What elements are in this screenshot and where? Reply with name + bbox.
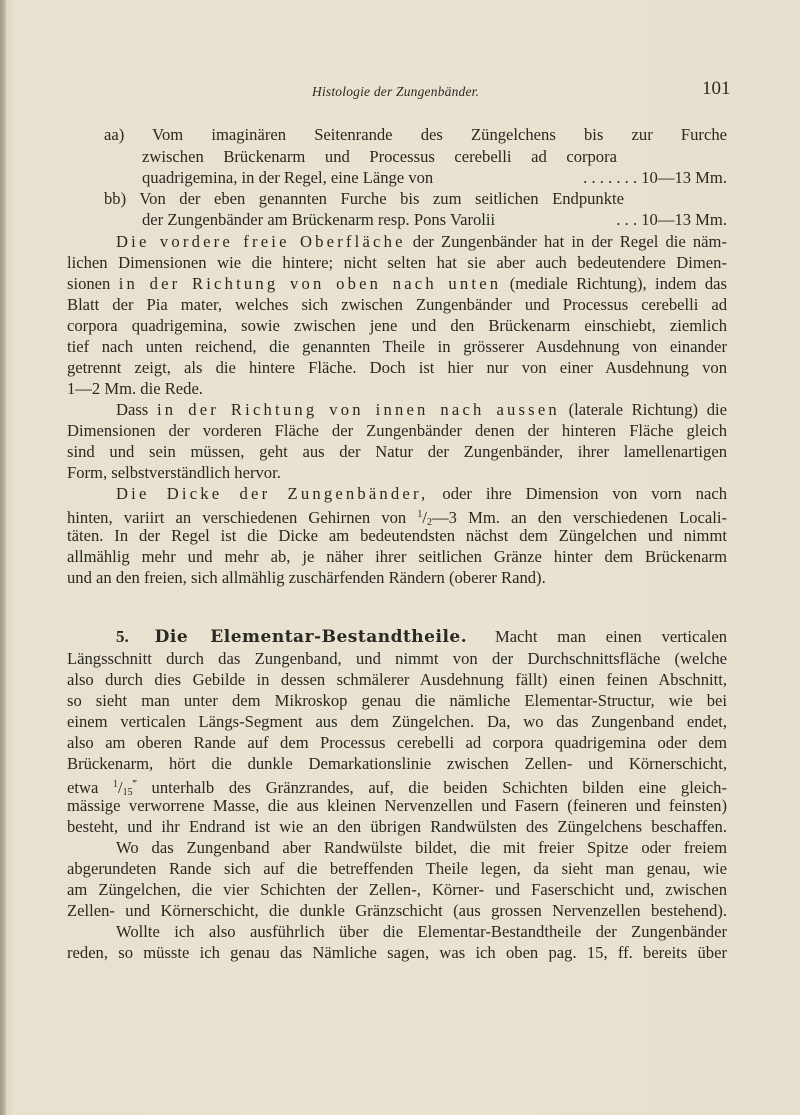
paragraph-line: corpora quadrigemina, sowie zwischen jene und den Brückenarm einschiebt, ziemlich: [67, 316, 727, 335]
paragraph-line: allmählig mehr und mehr ab, je näher ihrer seitlichen Gränze hinter dem Brückenarm: [67, 547, 727, 566]
paragraph-line: Blatt der Pia mater, welches sich zwischen Zungenbänder und Processus cerebelli ad: [67, 295, 727, 314]
emphasis-text: in der Richtung von oben nach unten: [118, 274, 502, 293]
paragraph-line: Dimensionen der vorderen Fläche der Zungenbänder denen der hinteren Fläche gleich: [67, 421, 727, 440]
paragraph-line: reden, so müsste ich genau das Nämliche sagen, was ich oben pag. 15, ff. bereits über: [67, 943, 727, 962]
paragraph-line: Die vordere freie Oberfläche der Zungenbänder hat in der Regel die näm-: [116, 232, 727, 251]
page-header: [0, 78, 800, 108]
text-span: der Zungenbänder am Brückenarm resp. Pons Varolii: [142, 210, 496, 229]
paragraph-line: täten. In der Regel ist die Dicke am bedeutendsten nächst dem Züngelchen und nimmt: [67, 526, 727, 545]
paragraph-line: 1—2 Mm. die Rede.: [67, 379, 203, 398]
page-spine-edge: [0, 0, 6, 1115]
emphasis-text: Die vordere freie Oberfläche: [116, 232, 406, 251]
paragraph-line: also durch dies Gebilde in dessen schmälerer Ausdehnung fällt) einen feinen Abschnitt,: [67, 670, 727, 689]
paragraph-line: so sieht man unter dem Mikroskop genau die nämliche Elementar-Structur, wie bei: [67, 691, 727, 710]
paragraph-line: und an den freien, sich allmählig zuschärfenden Rändern (oberer Rand).: [67, 568, 546, 587]
paragraph-line: am Züngelchen, die vier Schichten der Zellen-, Körner- und Faserschicht und, zwischen: [67, 880, 727, 899]
emphasis-text: Die Dicke der Zungenbänder,: [116, 484, 429, 503]
paragraph-line: sionen in der Richtung von oben nach unten (mediale Richtung), indem das: [67, 274, 727, 293]
paragraph-line: Längsschnitt durch das Zungenband, und nimmt von der Durchschnittsfläche (welche: [67, 649, 727, 668]
measurement-bb: . . . 10—13 Mm.: [616, 210, 727, 229]
paragraph-line: Wollte ich also ausführlich über die Elementar-Bestandtheile der Zungenbänder: [116, 922, 727, 941]
paragraph-line: Die Dicke der Zungenbänder, oder ihre Dimension von vorn nach: [116, 484, 727, 503]
paragraph-line: lichen Dimensionen wie die hintere; nicht selten hat sie aber auch bedeutendere Dimen-: [67, 253, 727, 272]
text-line: [142, 209, 727, 230]
list-item-bb: bb) Von der eben genannten Furche bis zum seitlichen Endpunkte: [104, 189, 624, 208]
fraction-fifteenth: $^1/_{15}^‴$: [113, 778, 137, 798]
list-item-aa: aa) Vom imaginären Seitenrande des Züngelchens bis zur Furche: [104, 125, 727, 144]
emphasis-text: in der Richtung von innen nach aussen: [156, 400, 560, 419]
paragraph-line: Zellen- und Körnerschicht, die dunkle Gränzschicht (aus grossen Nervenzellen bestehend).: [67, 901, 727, 920]
paragraph-line: sind und sein müssen, geht aus der Natur der Zungenbänder, ihrer lamellenartigen: [67, 442, 727, 461]
running-head: Histologie der Zungenbänder.: [312, 84, 480, 99]
text-span: quadrigemina, in der Regel, eine Länge von: [142, 168, 434, 187]
paragraph-line: Form, selbstverständlich hervor.: [67, 463, 281, 482]
paragraph-line: Brückenarm, hört die dunkle Demarkationslinie zwischen Zellen- und Körnerschicht,: [67, 754, 727, 773]
paragraph-line: hinten, variirt an verschiedenen Gehirnen von $^1/_2—3$ Mm. an den verschiedenen Locali-: [67, 508, 727, 528]
paragraph-line: besteht, und ihr Endrand ist wie an den übrigen Randwülsten des Züngelchens beschaffen.: [67, 817, 727, 836]
paragraph-line: getrennt zeigt, als die hintere Fläche. Doch ist hier nur von einer Ausdehnung von: [67, 358, 727, 377]
text-line: zwischen Brückenarm und Processus cerebelli ad corpora: [142, 147, 617, 166]
paragraph-line: also am oberen Rande auf dem Processus cerebelli ad corpora quadrigemina oder dem: [67, 733, 727, 752]
paragraph-line: mässige verworrene Masse, die aus kleinen Nervenzellen und Fasern (feineren und feinsten): [67, 796, 727, 815]
paragraph-line: abgerundeten Rande sich auf die betreffenden Theile legen, da sieht man genau, wie: [67, 859, 727, 878]
paragraph-line: Dass in der Richtung von innen nach aussen (laterale Richtung) die: [116, 400, 728, 419]
section-heading-line: 5. Die Elementar-Bestandtheile. Macht man einen verticalen: [116, 627, 727, 647]
paragraph-line: etwa $^1/_{15}^‴$ unterhalb des Gränzrandes, auf, die beiden Schichten bilden eine gleich-: [67, 778, 727, 798]
paragraph-line: Wo das Zungenband aber Randwülste bildet, die mit freier Spitze oder freiem: [116, 838, 727, 857]
section-number: 5.: [116, 627, 129, 646]
paragraph-line: einem verticalen Längs-Segment aus dem Züngelchen. Da, wo das Zungenband endet,: [67, 712, 727, 731]
paragraph-line: tief nach unten reichend, die genannten Theile in grösserer Ausdehnung von einander: [67, 337, 727, 356]
text-line: [142, 167, 727, 188]
section-title: Die Elementar-Bestandtheile.: [154, 627, 468, 647]
measurement-aa: . . . . . . . 10—13 Mm.: [583, 168, 727, 187]
fraction-half: $^1/_2$: [417, 508, 433, 528]
page-number: 101: [702, 78, 731, 99]
